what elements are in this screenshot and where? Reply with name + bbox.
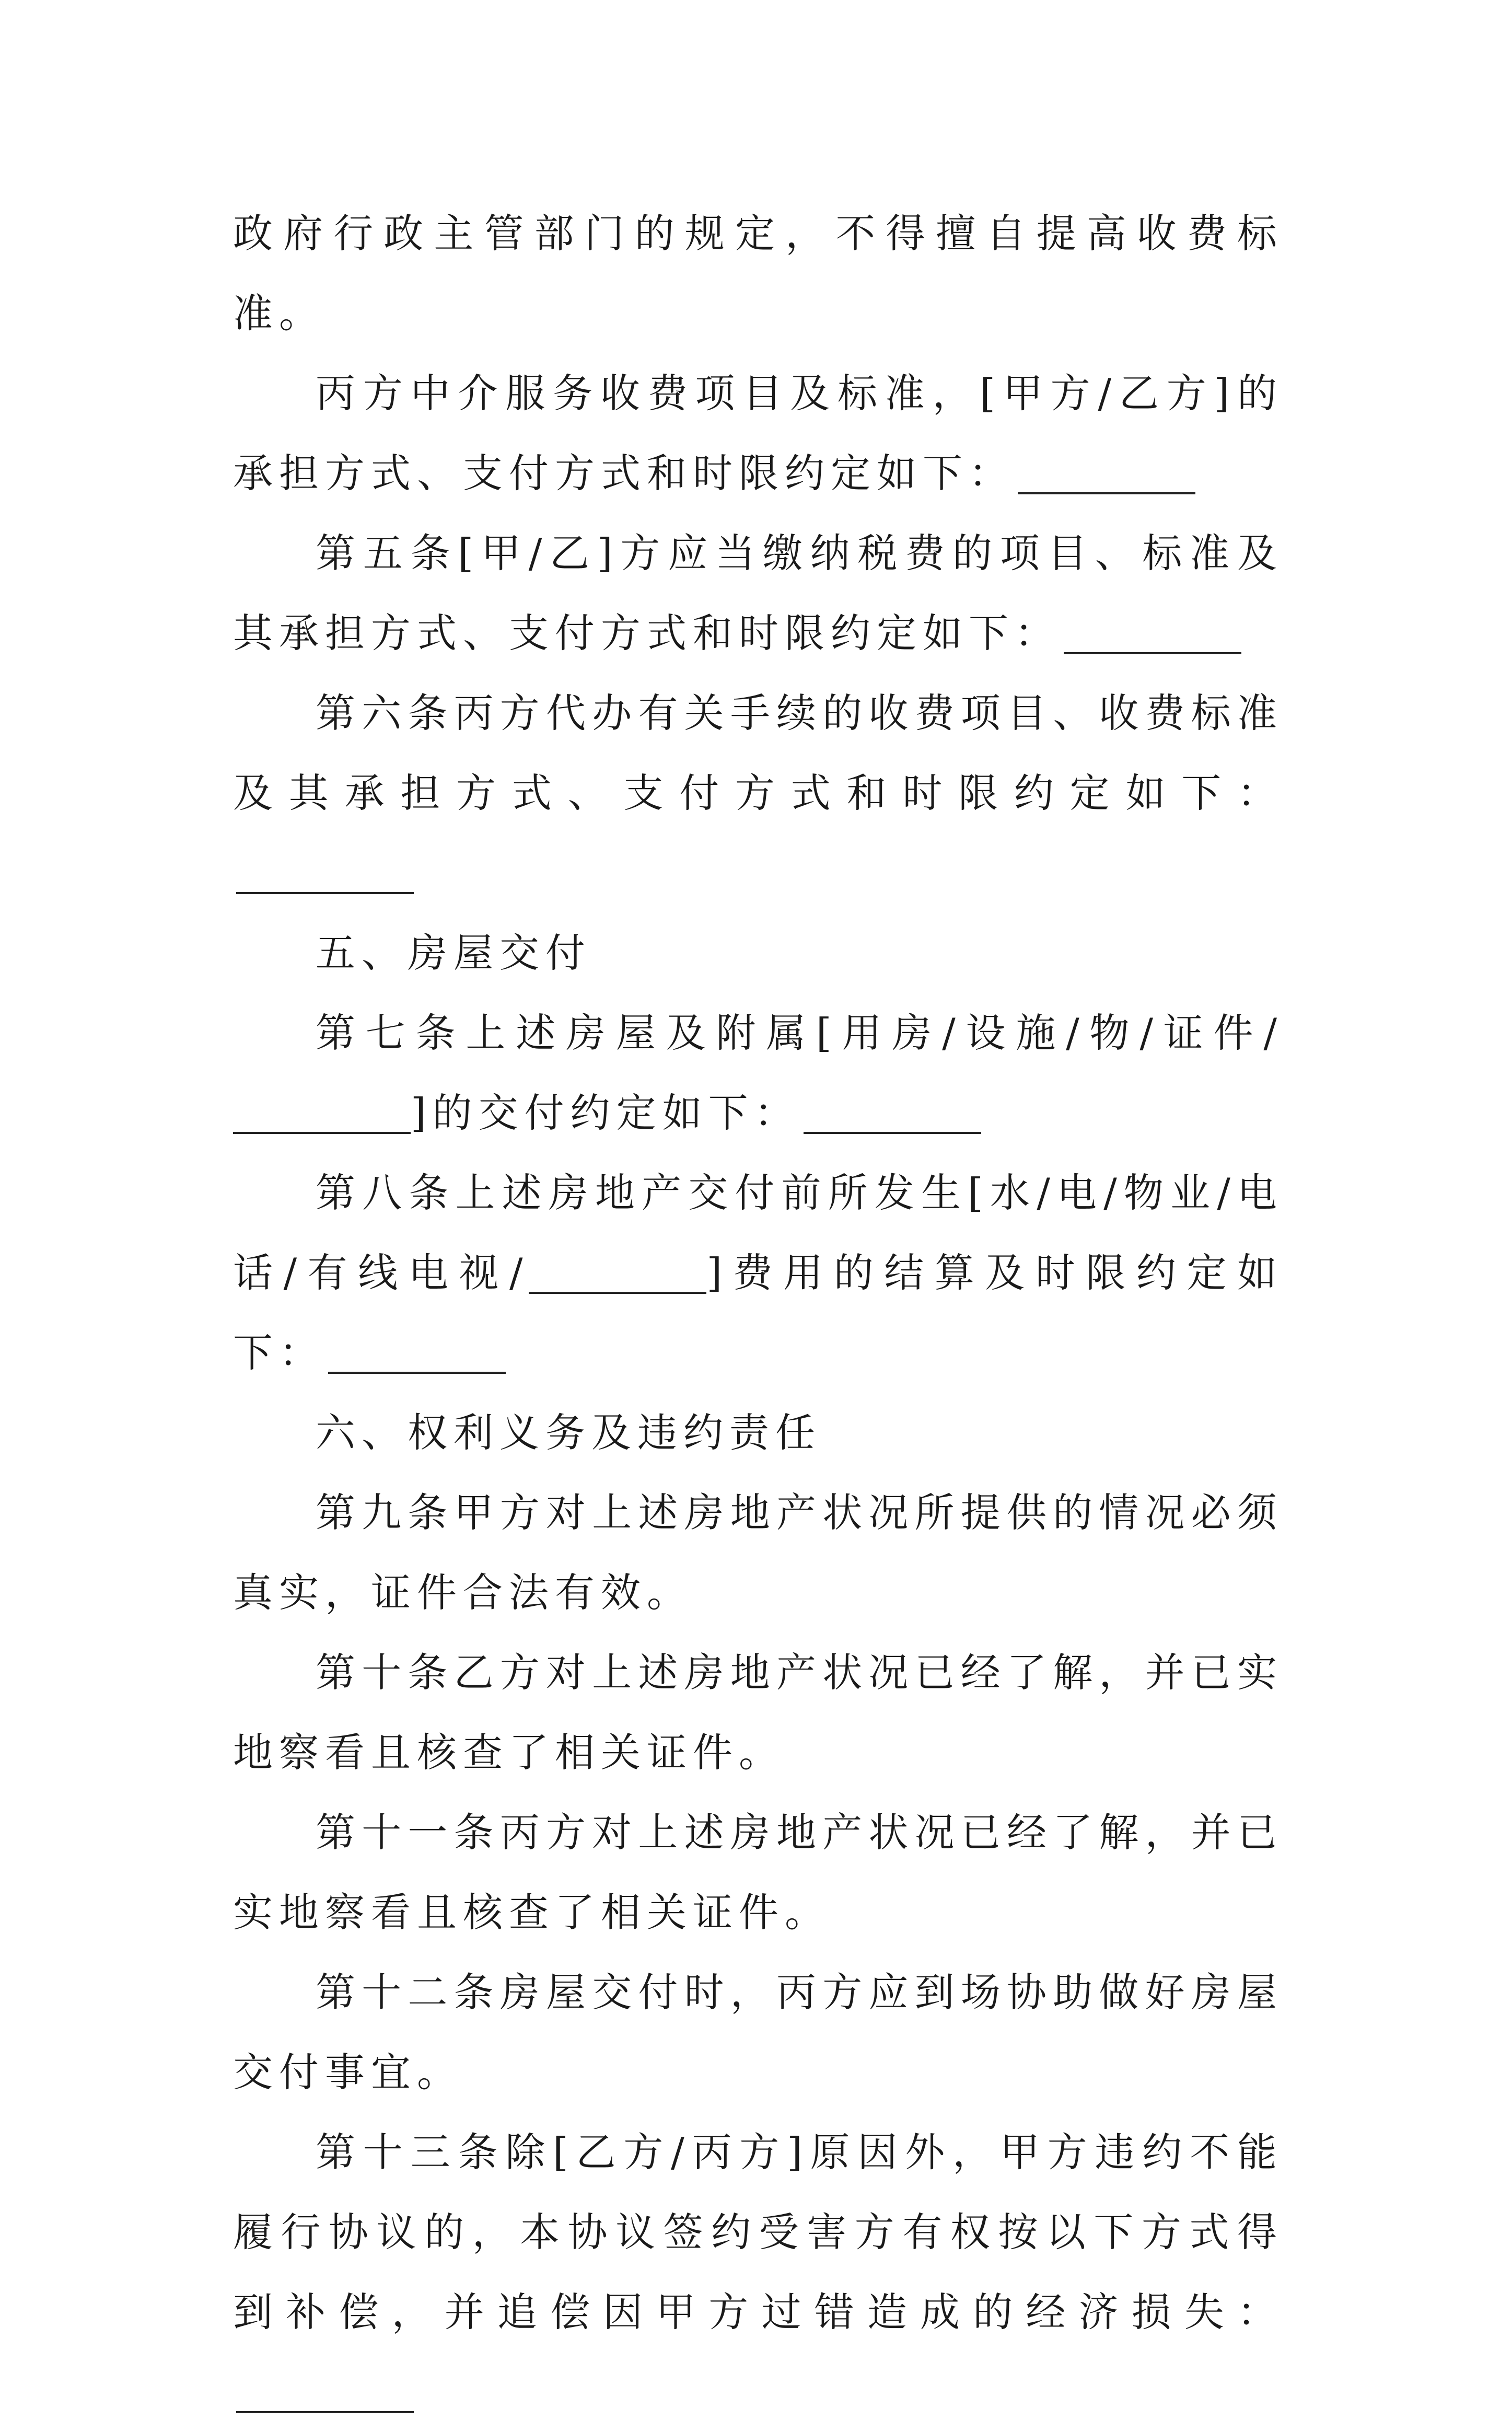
paragraph-article-13 — [233, 2112, 1283, 2432]
fill-in-blank[interactable] — [1064, 652, 1241, 654]
paragraph-article-12 — [233, 1952, 1283, 2112]
paragraph-article-9 — [233, 1473, 1283, 1632]
paragraph-article-11 — [233, 1792, 1283, 1952]
paragraph-text: 第十一条丙方对上述房地产状况已经了解，并已实地察看且核查了相关证件。 — [233, 1809, 1283, 1936]
paragraph-article-10 — [233, 1632, 1283, 1792]
fill-in-blank[interactable] — [236, 2411, 414, 2413]
paragraph-text: 第七条上述房屋及附属[用房/设施/物/证件/ — [316, 1010, 1283, 1056]
paragraph-text: 第八条上述房地产交付前所发生[水/电/物业/电话/有线电视/ — [233, 1169, 1283, 1296]
fill-in-blank[interactable] — [236, 892, 414, 894]
fill-in-blank[interactable] — [529, 1292, 706, 1294]
paragraph-text: 第六条丙方代办有关手续的收费项目、收费标准及其承担方式、支付方式和时限约定如下： — [233, 690, 1283, 816]
paragraph-text: 第九条甲方对上述房地产状况所提供的情况必须真实，证件合法有效。 — [233, 1489, 1283, 1616]
section-heading-text: 五、房屋交付 — [316, 930, 591, 976]
paragraph-article-6 — [233, 673, 1283, 913]
paragraph-text: ]的交付约定如下： — [411, 1090, 800, 1136]
section-heading-text: 六、权利义务及违约责任 — [316, 1409, 821, 1456]
section-heading-5 — [233, 913, 1283, 993]
paragraph-text: 第十二条房屋交付时，丙方应到场协助做好房屋交付事宜。 — [233, 1969, 1283, 2095]
paragraph-fee-regulation — [233, 193, 1283, 353]
section-heading-6 — [233, 1393, 1283, 1473]
document-body — [233, 193, 1283, 2432]
paragraph-article-5 — [233, 513, 1283, 673]
paragraph-text: ]费用的结算及时限约定如下： — [233, 1249, 1283, 1376]
fill-in-blank[interactable] — [804, 1132, 981, 1134]
paragraph-text: 第五条[甲/乙]方应当缴纳税费的项目、标准及其承担方式、支付方式和时限约定如下： — [233, 530, 1283, 656]
paragraph-text: 丙方中介服务收费项目及标准，[甲方/乙方]的承担方式、支付方式和时限约定如下： — [233, 370, 1283, 496]
paragraph-article-7 — [233, 993, 1283, 1153]
paragraph-article-8 — [233, 1153, 1283, 1393]
fill-in-blank[interactable] — [233, 1132, 411, 1134]
paragraph-text: 第十条乙方对上述房地产状况已经了解，并已实地察看且核查了相关证件。 — [233, 1649, 1283, 1776]
fill-in-blank[interactable] — [1018, 492, 1195, 494]
paragraph-text: 第十三条除[乙方/丙方]原因外，甲方违约不能履行协议的，本协议签约受害方有权按以下方式得到补偿，并追偿因甲方过错造成的经济损失： — [233, 2129, 1283, 2335]
fill-in-blank[interactable] — [328, 1372, 506, 1374]
paragraph-text: 政府行政主管部门的规定，不得擅自提高收费标准。 — [233, 210, 1283, 337]
paragraph-agency-fee — [233, 353, 1283, 513]
